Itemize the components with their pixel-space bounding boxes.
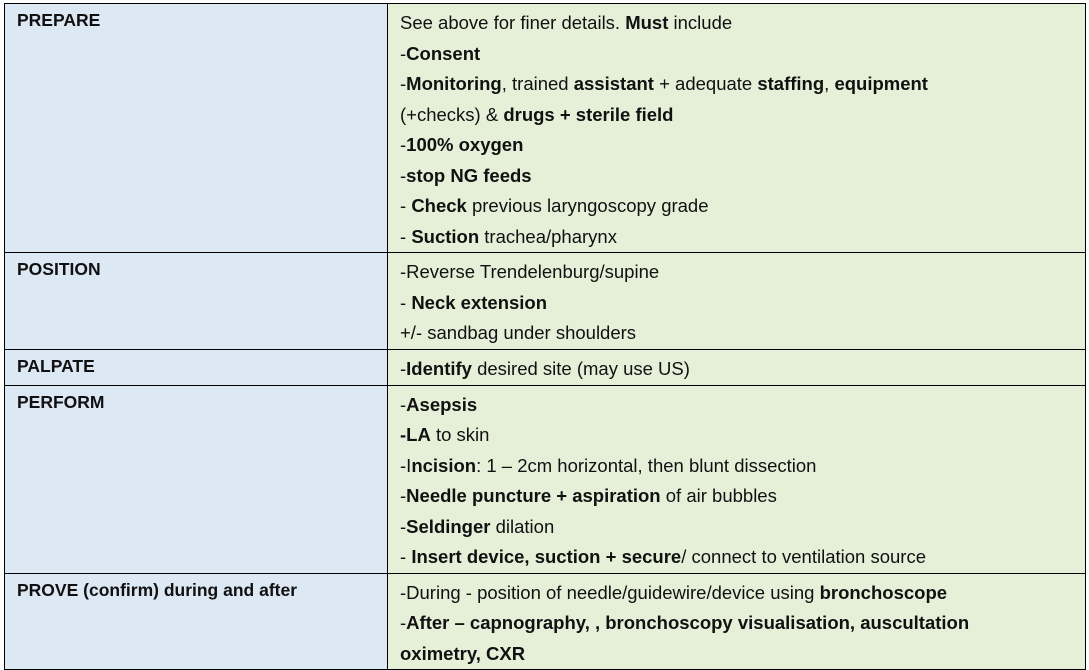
text-run: - xyxy=(400,612,407,633)
text-run: - xyxy=(400,485,407,506)
text-run: , xyxy=(824,73,835,94)
content-line xyxy=(400,318,1079,349)
text-run: - xyxy=(400,393,407,415)
content-line xyxy=(400,578,1079,609)
text-run: - xyxy=(400,546,412,567)
content-line xyxy=(400,8,1079,39)
text-run: assistant xyxy=(573,73,654,94)
content-line xyxy=(400,512,1079,543)
content-line xyxy=(400,542,1079,573)
text-run: dilation xyxy=(490,515,555,537)
content-line xyxy=(400,191,1079,222)
row-label-perform: PERFORM xyxy=(5,385,388,573)
content-line xyxy=(400,451,1079,482)
content-line xyxy=(400,354,1079,385)
text-run: +/- sandbag under shoulders xyxy=(400,322,637,343)
content-line xyxy=(400,420,1079,451)
text-run: / connect to ventilation source xyxy=(681,546,926,567)
text-run: (+checks) & xyxy=(400,103,504,125)
text-run: -During - position of needle/guidewire/device using xyxy=(400,581,820,603)
row-content-prove xyxy=(388,573,1086,670)
content-line xyxy=(400,222,1079,253)
text-run: - xyxy=(400,42,407,64)
text-run: previous laryngoscopy grade xyxy=(466,195,709,216)
content-line xyxy=(400,257,1079,288)
text-run: : 1 – 2cm horizontal, then blunt dissection xyxy=(476,454,817,476)
text-run: include xyxy=(668,12,733,33)
row-label-palpate: PALPATE xyxy=(5,350,388,386)
table-row-prepare xyxy=(5,4,1086,253)
text-run: bronchoscope xyxy=(819,581,948,603)
text-run: - xyxy=(400,195,412,216)
text-run: - xyxy=(400,225,412,247)
text-run: - xyxy=(400,164,407,186)
text-run: of air bubbles xyxy=(660,485,777,506)
text-run: Insert device, suction + secure xyxy=(411,546,682,567)
text-run: Neck extension xyxy=(411,291,548,313)
text-run: oximetry, CXR xyxy=(400,642,526,664)
text-run: desired site (may use US) xyxy=(471,358,690,379)
text-run: drugs + sterile field xyxy=(503,103,674,125)
text-run: equipment xyxy=(834,73,928,94)
content-line xyxy=(400,39,1079,70)
text-run: ncision xyxy=(411,454,477,476)
text-run: - xyxy=(400,134,407,155)
content-line xyxy=(400,608,1079,639)
text-run: Identify xyxy=(406,358,472,379)
text-run: - xyxy=(400,358,407,379)
text-run: -I xyxy=(400,454,412,476)
text-run: to skin xyxy=(430,424,490,445)
row-content-position xyxy=(388,253,1086,350)
text-run: 100% oxygen xyxy=(406,134,524,155)
text-run: Suction xyxy=(411,225,480,247)
content-line xyxy=(400,639,1079,670)
table-row-prove xyxy=(5,573,1086,670)
row-content-perform xyxy=(388,385,1086,573)
table-row-perform xyxy=(5,385,1086,573)
procedure-table xyxy=(4,3,1086,670)
content-line xyxy=(400,288,1079,319)
text-run: Consent xyxy=(406,42,481,64)
text-run: trachea/pharynx xyxy=(479,225,617,247)
text-run: Monitoring xyxy=(406,73,502,94)
row-content-prepare xyxy=(388,4,1086,253)
text-run: - xyxy=(400,73,407,94)
text-run: After – capnography, , bronchoscopy visualisation, auscultation xyxy=(406,612,970,633)
text-run: Check xyxy=(411,195,467,216)
row-content-palpate xyxy=(388,350,1086,386)
text-run: + adequate xyxy=(653,73,758,94)
text-run: , trained xyxy=(501,73,574,94)
text-run: stop NG feeds xyxy=(406,164,532,186)
row-label-position: POSITION xyxy=(5,253,388,350)
row-label-prove: PROVE (confirm) during and after xyxy=(5,573,388,670)
content-line xyxy=(400,481,1079,512)
text-run: Must xyxy=(625,12,669,33)
content-line xyxy=(400,390,1079,421)
text-run: Seldinger xyxy=(406,515,491,537)
text-run: -Reverse Trendelenburg/supine xyxy=(400,261,660,282)
text-run: - xyxy=(400,291,412,313)
content-line xyxy=(400,161,1079,192)
text-run: See above for finer details. xyxy=(400,12,626,33)
text-run: -LA xyxy=(400,424,431,445)
text-run: Asepsis xyxy=(406,393,478,415)
text-run: Needle puncture + aspiration xyxy=(406,485,661,506)
text-run: - xyxy=(400,515,407,537)
row-label-prepare: PREPARE xyxy=(5,4,388,253)
content-line xyxy=(400,130,1079,161)
table-row-palpate xyxy=(5,350,1086,386)
content-line xyxy=(400,69,1079,100)
text-run: staffing xyxy=(757,73,825,94)
content-line xyxy=(400,100,1079,131)
table-row-position xyxy=(5,253,1086,350)
